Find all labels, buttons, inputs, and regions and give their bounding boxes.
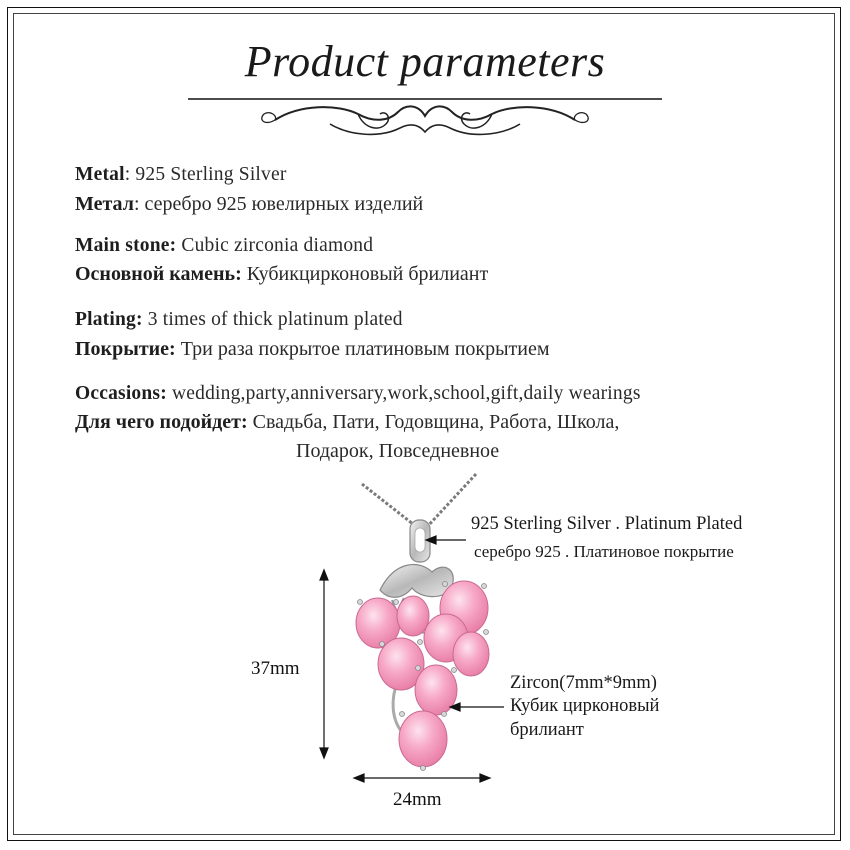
occasions-ru-value: Свадьба, Пати, Годовщина, Работа, Школа,: [247, 411, 620, 433]
plating-ru-label: Покрытие:: [75, 338, 176, 360]
chain-label-en: 925 Sterling Silver . Platinum Plated: [471, 514, 743, 534]
occasions-ru-label: Для чего подойдет:: [75, 411, 248, 433]
zircon-label-ru-1: Кубик цирконовый: [510, 696, 660, 716]
occasions-en-label: Occasions:: [75, 383, 167, 404]
metal-en-label: Metal: [75, 164, 125, 185]
height-dimension-arrow: [320, 570, 328, 758]
occasions-en-value: wedding,party,anniversary,work,school,gift,daily wearings: [166, 383, 641, 404]
zircon-label-en: Zircon(7mm*9mm): [510, 673, 657, 693]
stone-ru-value: Кубикцирконовый брилиант: [241, 263, 489, 285]
zircon-stones: [356, 581, 489, 767]
chain-label-ru: серебро 925 . Платиновое покрытие: [474, 542, 734, 561]
width-dimension-arrow: [354, 774, 490, 782]
stone-en-label: Main stone:: [75, 235, 177, 256]
page-title: Product parameters: [244, 37, 606, 86]
width-label: 24mm: [393, 789, 442, 810]
plating-ru-value: Три раза покрытое платиновым покрытием: [175, 338, 550, 360]
metal-ru-value: : серебро 925 ювелирных изделий: [133, 193, 424, 215]
metal-ru-label: Метал: [75, 193, 134, 215]
plating-en-value: 3 times of thick platinum plated: [142, 309, 403, 330]
metal-en-value: : 925 Sterling Silver: [124, 164, 287, 185]
leaf: [380, 565, 453, 598]
zircon-label-ru-2: брилиант: [510, 720, 584, 740]
stone-ru-label: Основной камень:: [75, 263, 242, 285]
occasions-ru-value-2: Подарок, Повседневное: [296, 440, 500, 462]
plating-en-label: Plating:: [75, 309, 143, 330]
zircon-pointer-arrow: [450, 703, 504, 711]
chain-pointer-arrow: [426, 536, 466, 544]
height-label: 37mm: [251, 658, 300, 679]
stone-en-value: Cubic zirconia diamond: [176, 235, 374, 256]
